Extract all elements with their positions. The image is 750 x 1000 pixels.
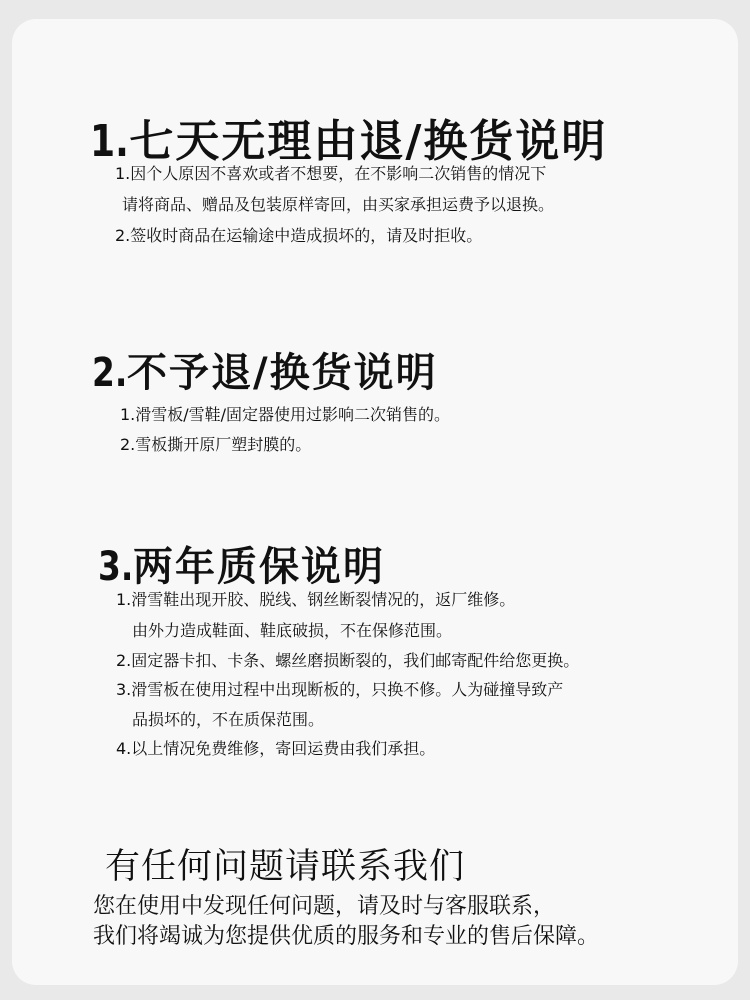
section3-line-4: 3.滑雪板在使用过程中出现断板的，只换不修。人为碰撞导致产: [116, 680, 564, 699]
section1-line-3: 2.签收时商品在运输途中造成损坏的，请及时拒收。: [115, 226, 483, 245]
section1-number: 1.: [90, 116, 129, 167]
contact-line-1: 您在使用中发现任何问题，请及时与客服联系，: [93, 894, 556, 919]
section3-line-1: 1.滑雪鞋出现开胶、脱线、钢丝断裂情况的，返厂维修。: [116, 590, 516, 609]
section2-line-2: 2.雪板撕开原厂塑封膜的。: [120, 435, 312, 454]
section3-line-6: 4.以上情况免费维修，寄回运费由我们承担。: [116, 739, 436, 758]
section3-title: 两年质保说明: [133, 544, 386, 590]
contact-title: 有任何问题请联系我们: [105, 847, 466, 887]
section3-line-5: 品损坏的，不在质保范围。: [132, 710, 325, 729]
section1-line-1: 1.因个人原因不喜欢或者不想要，在不影响二次销售的情况下: [115, 164, 547, 183]
section3-heading: [98, 535, 385, 592]
section1-title: 七天无理由退/换货说明: [129, 116, 608, 167]
section2-heading: [92, 341, 438, 398]
section3-line-2: 由外力造成鞋面、鞋底破损，不在保修范围。: [132, 621, 453, 640]
section3-number: 3.: [98, 544, 134, 590]
section1-line-2: 请将商品、赠品及包装原样寄回，由买家承担运费予以退换。: [122, 195, 555, 214]
section3-line-3: 2.固定器卡扣、卡条、螺丝磨损断裂的，我们邮寄配件给您更换。: [116, 651, 580, 670]
section2-line-1: 1.滑雪板/雪鞋/固定器使用过影响二次销售的。: [120, 405, 451, 424]
contact-line-2: 我们将竭诚为您提供优质的服务和专业的售后保障。: [93, 924, 600, 949]
policy-card: [12, 19, 738, 985]
section1-heading: [90, 105, 607, 169]
section2-title: 不予退/换货说明: [127, 350, 438, 396]
section2-number: 2.: [92, 350, 128, 396]
